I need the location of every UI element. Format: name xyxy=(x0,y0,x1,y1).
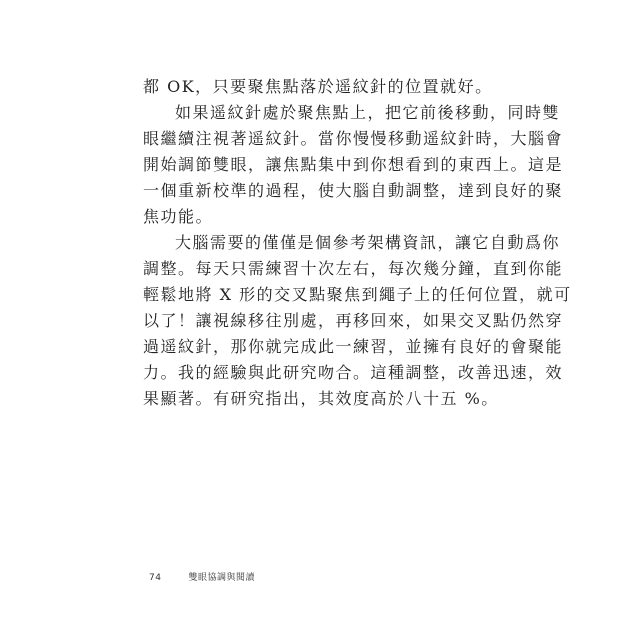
paragraph-line: 大腦需要的僅僅是個參考架構資訊，讓它自動爲你 xyxy=(175,233,561,252)
paragraph-2 xyxy=(143,100,564,230)
paragraph-line: 如果遥紋針處於聚焦點上，把它前後移動，同時雙 xyxy=(175,103,561,122)
body-text xyxy=(143,74,572,412)
paragraph-line: 以了！讓視線移往別處，再移回來，如果交叉點仍然穿 xyxy=(143,311,564,330)
paragraph-line: 調整。每天只需練習十次左右，每次幾分鐘，直到你能 xyxy=(143,259,564,278)
page-number: 74 xyxy=(149,573,162,583)
paragraph-line: 果顯著。有研究指出，其效度高於八十五 %。 xyxy=(143,389,499,408)
paragraph-line: 力。我的經驗與此研究吻合。這種調整，改善迅速，效 xyxy=(143,363,564,382)
running-title: 雙眼協調與閱讀 xyxy=(188,573,256,583)
page-footer xyxy=(149,565,255,584)
paragraph-line: 輕鬆地將 X 形的交叉點聚焦到繩子上的任何位置，就可 xyxy=(143,285,572,304)
paragraph-line: 過遥紋針，那你就完成此一練習，並擁有良好的會聚能 xyxy=(143,337,564,356)
paragraph-line: 眼繼續注視著遥紋針。當你慢慢移動遥紋針時，大腦會 xyxy=(143,129,564,148)
paragraph-line: 焦功能。 xyxy=(143,207,214,226)
paragraph-3 xyxy=(143,230,572,412)
paragraph-line: 一個重新校準的過程，使大腦自動調整，達到良好的聚 xyxy=(143,181,564,200)
paragraph-1 xyxy=(143,74,493,100)
paragraph-line: 開始調節雙眼，讓焦點集中到你想看到的東西上。這是 xyxy=(143,155,564,174)
paragraph-line: 都 OK，只要聚焦點落於遥紋針的位置就好。 xyxy=(143,77,493,96)
